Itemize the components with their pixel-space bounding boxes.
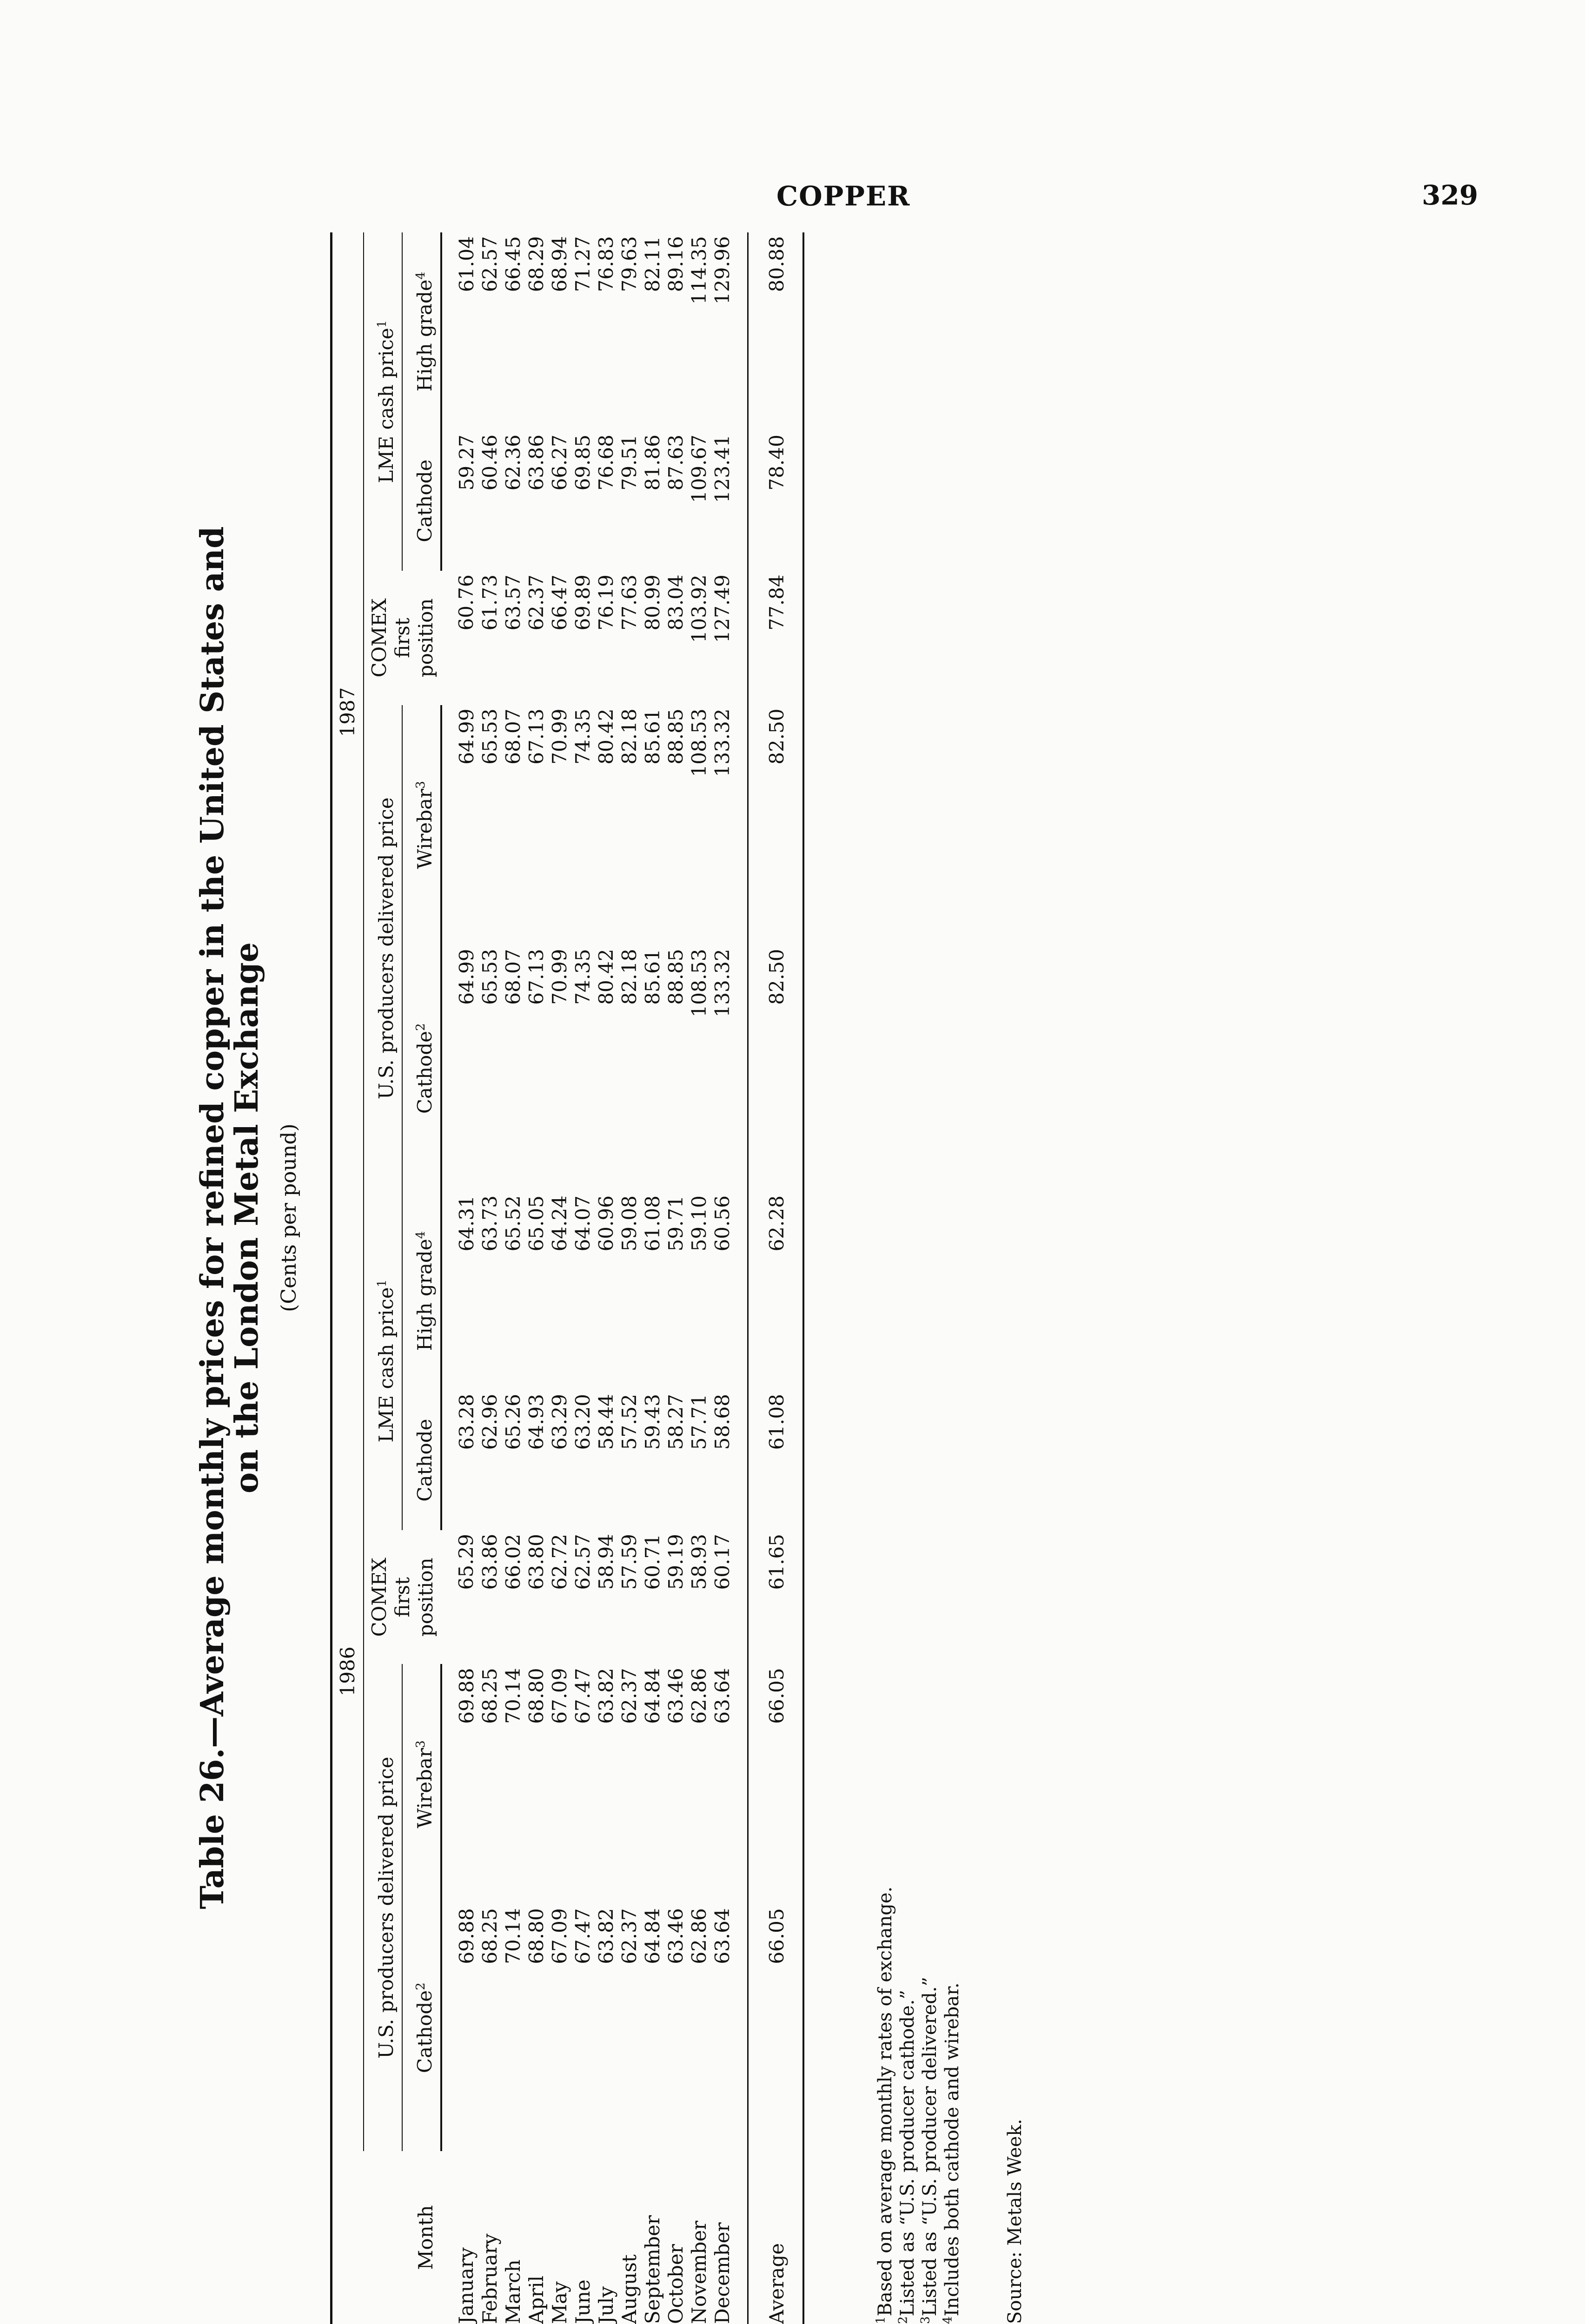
footnote-mark: 2	[414, 1982, 428, 1990]
value-cell: 109.67	[688, 435, 710, 503]
value-cell: 64.07	[571, 1195, 594, 1252]
value-cell: 63.46	[664, 1668, 687, 1724]
value-cell: 59.10	[688, 1195, 710, 1252]
value-cell: 81.86	[641, 435, 664, 491]
comex-header-1986	[364, 1530, 441, 1664]
value-cell: 61.08	[641, 1195, 664, 1252]
value-cell: 65.53	[478, 708, 501, 765]
table-row	[525, 232, 548, 2324]
table-row	[641, 232, 664, 2324]
value-cell: 80.99	[641, 574, 664, 631]
value-cell: 80.42	[595, 949, 617, 1005]
value-cell: 64.24	[548, 1195, 571, 1252]
value-cell: 108.53	[688, 708, 710, 777]
value-cell: 62.72	[548, 1534, 571, 1590]
footnote-mark: 4	[414, 1231, 428, 1239]
value-cell: 65.05	[525, 1195, 548, 1252]
month-cell: July	[595, 2286, 617, 2324]
value-cell: 60.76	[455, 574, 477, 631]
value-cell: 62.86	[688, 1668, 710, 1724]
value-cell: 62.36	[502, 435, 524, 491]
table-row	[441, 232, 478, 2324]
average-value-cell: 61.65	[748, 1530, 804, 1664]
value-cell: 61.04	[455, 236, 478, 292]
value-cell: 82.11	[641, 236, 664, 292]
value-cell: 68.07	[502, 708, 524, 765]
value-cell: 80.42	[595, 708, 617, 765]
col-label: Cathode	[413, 1419, 436, 1502]
average-value-cell: 77.84	[748, 571, 804, 705]
value-cell: 59.43	[641, 1394, 664, 1450]
value-cell: 66.47	[548, 574, 571, 631]
table-row	[595, 232, 618, 2324]
value-cell: 60.17	[711, 1530, 748, 1664]
month-cell: May	[548, 2281, 571, 2324]
value-cell: 133.32	[711, 705, 748, 945]
value-cell: 68.07	[502, 949, 524, 1005]
comex-label-3: position	[414, 1558, 437, 1637]
table-row	[618, 232, 641, 2324]
table-row	[548, 232, 571, 2324]
value-cell: 71.27	[571, 236, 594, 292]
col-label: Cathode	[413, 459, 436, 542]
col-high-grade-1986	[402, 1192, 441, 1390]
value-cell: 62.57	[571, 1534, 594, 1590]
footnote-text: Listed as “U.S. producer cathode.”	[897, 1990, 918, 2317]
table-row	[502, 232, 525, 2324]
footnote-mark: 3	[414, 1740, 428, 1748]
value-cell: 60.71	[641, 1534, 664, 1590]
footnote	[941, 1887, 963, 2324]
value-cell: 63.73	[478, 1195, 501, 1252]
footnote-mark: 4	[414, 271, 428, 280]
value-cell: 61.73	[478, 574, 501, 631]
value-cell: 62.37	[525, 574, 548, 631]
value-cell: 76.68	[595, 435, 617, 491]
value-cell: 67.09	[548, 1908, 571, 1964]
average-value-cell: 82.50	[748, 945, 804, 1192]
month-cell: August	[618, 2254, 641, 2324]
table-body	[441, 232, 803, 2324]
value-cell: 76.19	[595, 574, 617, 631]
footnote	[919, 1887, 941, 2324]
value-cell: 123.41	[711, 431, 748, 571]
average-label: Average	[748, 2151, 804, 2324]
table-row	[688, 232, 711, 2324]
value-cell: 79.63	[618, 236, 641, 292]
value-cell: 63.86	[478, 1534, 501, 1590]
value-cell: 66.45	[502, 236, 524, 292]
value-cell: 85.61	[641, 949, 664, 1005]
value-cell: 62.37	[618, 1908, 641, 1964]
value-cell: 79.51	[618, 435, 641, 491]
value-cell: 63.20	[571, 1394, 594, 1450]
value-cell: 63.64	[711, 1664, 748, 1904]
value-cell: 67.47	[571, 1908, 594, 1964]
value-cell: 64.93	[525, 1394, 548, 1450]
value-cell: 70.14	[502, 1908, 524, 1964]
footnote-number: 3	[918, 2316, 933, 2324]
average-value-cell: 66.05	[748, 1664, 804, 1904]
value-cell: 60.46	[478, 435, 501, 491]
value-cell: 64.31	[455, 1195, 478, 1252]
value-cell: 59.19	[664, 1534, 687, 1590]
value-cell: 74.35	[571, 949, 594, 1005]
value-cell: 65.52	[502, 1195, 524, 1252]
value-cell: 127.49	[711, 571, 748, 705]
month-cell: June	[571, 2279, 594, 2324]
value-cell: 64.84	[641, 1668, 664, 1724]
value-cell: 69.88	[455, 1908, 478, 1964]
footnote-number: 1	[874, 2316, 888, 2324]
value-cell: 57.52	[618, 1394, 641, 1450]
month-cell: December	[711, 2151, 748, 2324]
footnote-mark: 1	[375, 1279, 389, 1287]
value-cell: 66.02	[502, 1534, 524, 1590]
value-cell: 69.89	[571, 574, 594, 631]
us-delivered-header-1987: U.S. producers delivered price	[364, 705, 402, 1192]
col-cathode-1986	[402, 1904, 441, 2151]
footnote-number: 2	[896, 2316, 910, 2324]
value-cell: 60.56	[711, 1192, 748, 1390]
value-cell: 63.86	[525, 435, 548, 491]
average-row	[748, 232, 804, 2324]
col-wirebar-1986	[402, 1664, 441, 1904]
average-value-cell: 80.88	[748, 232, 804, 431]
value-cell: 68.25	[478, 1668, 501, 1724]
value-cell: 65.53	[478, 949, 501, 1005]
value-cell: 57.71	[688, 1394, 710, 1450]
month-cell: January	[455, 2247, 477, 2324]
month-cell: October	[664, 2244, 687, 2324]
value-cell: 133.32	[711, 945, 748, 1192]
footnote	[874, 1887, 896, 2324]
year-header-1987: 1987	[332, 232, 364, 1192]
footnote-number: 4	[941, 2316, 955, 2324]
value-cell: 129.96	[711, 232, 748, 431]
lme-header-1986	[364, 1192, 402, 1530]
col-cathode-1987	[402, 945, 441, 1192]
value-cell: 77.63	[618, 574, 641, 631]
value-cell: 64.99	[455, 708, 478, 765]
table-units: (Cents per pound)	[277, 1123, 301, 1312]
col-label: High grade	[413, 1239, 436, 1351]
value-cell: 67.47	[571, 1668, 594, 1724]
col-label: Cathode	[413, 1990, 436, 2073]
comex-label-1: COMEX	[368, 598, 391, 678]
value-cell: 63.29	[548, 1394, 571, 1450]
value-cell: 108.53	[688, 949, 710, 1017]
value-cell: 63.82	[595, 1908, 617, 1964]
month-cell: February	[478, 2233, 501, 2324]
value-cell: 58.27	[664, 1394, 687, 1450]
table-title	[195, 84, 264, 2324]
lme-label: LME cash price	[374, 328, 398, 483]
footnote-text: Based on average monthly rates of exchange.	[875, 1886, 896, 2317]
value-cell: 59.71	[664, 1195, 687, 1252]
value-cell: 58.93	[688, 1534, 710, 1590]
value-cell: 83.04	[664, 574, 687, 631]
table-row	[664, 232, 688, 2324]
value-cell: 57.59	[618, 1534, 641, 1590]
col-wirebar-1987	[402, 705, 441, 945]
page-number: 329	[1422, 179, 1479, 211]
value-cell: 74.35	[571, 708, 594, 765]
value-cell: 70.99	[548, 708, 571, 765]
value-cell: 67.13	[525, 949, 548, 1005]
value-cell: 62.37	[618, 1668, 641, 1724]
average-value-cell: 62.28	[748, 1192, 804, 1390]
value-cell: 58.68	[711, 1390, 748, 1530]
value-cell: 68.80	[525, 1668, 548, 1724]
value-cell: 69.88	[455, 1668, 478, 1724]
value-cell: 67.09	[548, 1668, 571, 1724]
value-cell: 68.29	[525, 236, 548, 292]
table-title-line-1: Table 26.—Average monthly prices for refined copper in the United States and	[194, 526, 231, 1909]
comex-header-1987	[364, 571, 441, 705]
average-value-cell: 61.08	[748, 1390, 804, 1530]
col-lme-cathode-1987	[402, 431, 441, 571]
value-cell: 63.57	[502, 574, 524, 631]
value-cell: 85.61	[641, 708, 664, 765]
table-row	[571, 232, 595, 2324]
value-cell: 66.27	[548, 435, 571, 491]
value-cell: 59.27	[455, 435, 478, 491]
month-cell: March	[502, 2259, 524, 2324]
value-cell: 64.99	[455, 949, 478, 1005]
footnotes	[874, 1887, 963, 2324]
col-label: Wirebar	[413, 1748, 436, 1829]
us-delivered-header-1986: U.S. producers delivered price	[364, 1664, 402, 2151]
value-cell: 62.86	[688, 1908, 710, 1964]
value-cell: 60.96	[595, 1195, 617, 1252]
value-cell: 63.28	[455, 1394, 478, 1450]
footnote-text: Includes both cathode and wirebar.	[942, 1982, 963, 2317]
value-cell: 64.84	[641, 1908, 664, 1964]
value-cell: 103.92	[688, 574, 710, 643]
value-cell: 65.29	[455, 1534, 477, 1590]
comex-label-2: first	[391, 1577, 414, 1618]
value-cell: 68.80	[525, 1908, 548, 1964]
comex-label-2: first	[391, 618, 414, 658]
month-cell: September	[641, 2215, 664, 2324]
average-value-cell: 66.05	[748, 1904, 804, 2151]
value-cell: 58.44	[595, 1394, 617, 1450]
source-note: Source: Metals Week.	[1004, 2119, 1026, 2324]
value-cell: 87.63	[664, 435, 687, 491]
value-cell: 58.94	[595, 1534, 617, 1590]
rotated-table-block	[177, 84, 1060, 2324]
table-row	[711, 232, 748, 2324]
value-cell: 76.83	[595, 236, 617, 292]
month-cell: April	[525, 2275, 548, 2324]
comex-label-1: COMEX	[368, 1558, 391, 1637]
col-lme-cathode-1986	[402, 1390, 441, 1530]
value-cell: 82.18	[618, 708, 641, 765]
value-cell: 67.13	[525, 708, 548, 765]
copper-price-table	[330, 232, 804, 2324]
table-title-line-2: on the London Metal Exchange	[228, 942, 265, 1493]
col-label: Cathode	[413, 1030, 436, 1114]
value-cell: 65.26	[502, 1394, 524, 1450]
value-cell: 70.14	[502, 1668, 524, 1724]
value-cell: 88.85	[664, 949, 687, 1005]
value-cell: 63.80	[525, 1534, 548, 1590]
value-cell: 63.82	[595, 1668, 617, 1724]
value-cell: 68.25	[478, 1908, 501, 1964]
lme-header-1987	[364, 232, 402, 571]
value-cell: 63.64	[711, 1904, 748, 2151]
value-cell: 63.46	[664, 1908, 687, 1964]
average-value-cell: 82.50	[748, 705, 804, 945]
value-cell: 69.85	[571, 435, 594, 491]
year-header-1986: 1986	[332, 1192, 364, 2151]
value-cell: 88.85	[664, 708, 687, 765]
value-cell: 70.99	[548, 949, 571, 1005]
value-cell: 62.57	[478, 236, 501, 292]
average-value-cell: 78.40	[748, 431, 804, 571]
table-row	[478, 232, 502, 2324]
footnote-mark: 2	[414, 1023, 428, 1031]
col-label: Wirebar	[413, 788, 436, 869]
footnote-text: Listed as “U.S. producer delivered.”	[919, 1977, 941, 2317]
value-cell: 114.35	[688, 236, 710, 304]
value-cell: 89.16	[664, 236, 687, 292]
value-cell: 68.94	[548, 236, 571, 292]
footnote-mark: 1	[375, 320, 389, 328]
col-high-grade-1987	[402, 232, 441, 431]
value-cell: 62.96	[478, 1394, 501, 1450]
month-header: Month	[332, 2151, 442, 2324]
footnote-mark: 3	[414, 781, 428, 789]
lme-label: LME cash price	[374, 1287, 398, 1443]
comex-label-3: position	[414, 598, 437, 678]
running-head: COPPER	[776, 180, 911, 212]
value-cell: 59.08	[618, 1195, 641, 1252]
footnote	[896, 1887, 919, 2324]
value-cell: 82.18	[618, 949, 641, 1005]
col-label: High grade	[413, 279, 436, 392]
month-cell: November	[688, 2220, 710, 2324]
